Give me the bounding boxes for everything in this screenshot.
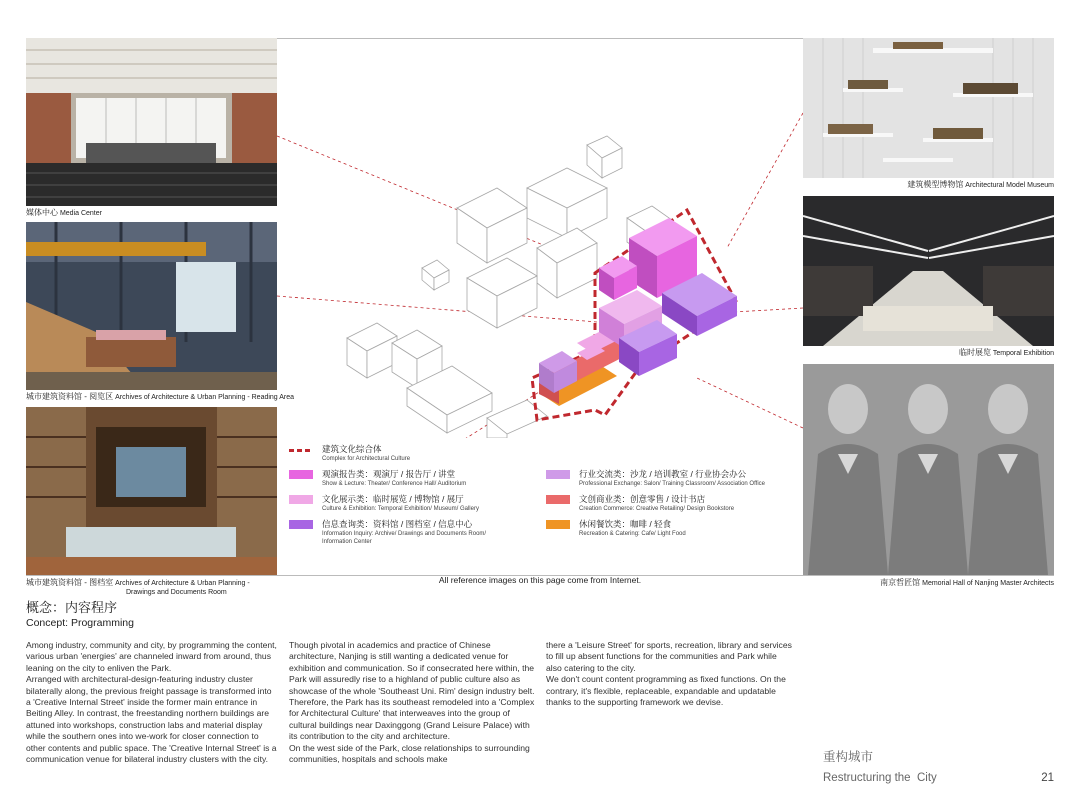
legend-item-info: 信息查询类：资料馆 / 图档室 / 信息中心 Information Inquiry: Archive/ Drawings and Documents Room/ Information Center <box>289 519 486 546</box>
caption-memorial-hall: 南京哲匠馆 Memorial Hall of Nanjing Master Architects <box>880 578 1054 587</box>
legend-complex <box>289 444 410 463</box>
photo-reading-area <box>26 222 277 390</box>
legend-item-commerce: 文创商业类：创意零售 / 设计书店 Creation Commerce: Creative Retailing/ Design Bookstore <box>546 494 734 513</box>
legend-swatch-exchange <box>546 470 570 479</box>
legend-item-exchange: 行业交流类：沙龙 / 培训教室 / 行业协会办公 Professional Exchange: Salon/ Training Classroom/ Association Office <box>546 469 765 488</box>
page-number: 21 <box>1041 772 1054 784</box>
legend-swatch-culture <box>289 495 313 504</box>
legend-swatch-show <box>289 470 313 479</box>
legend-swatch-info <box>289 520 313 529</box>
photo-model-museum <box>803 38 1054 178</box>
body-column-2: Though pivotal in academics and practice of Chinese architecture, Nanjing is still wanting a dedicated venue for exhibition and communication. So if consecrated here within, the Park will assuredly rise to a highland of public culture also as showcase of the whole 'Southeast Uni. Rim' design industry belt. Therefore, the Park has its southeast remodeled into a 'Complex for Architectural Culture' that interweaves into the group of cultural buildings near Daxinggong (Grand Leisure Palace) with its contribution to the city and architecture. On the west side of the Park, close relationships to surrounding communities, hospitals and schools make <box>289 640 535 765</box>
body-column-3: there a 'Leisure Street' for sports, recreation, library and services to fill up absent functions for the communities and Park while also catering to the city. We don't count content programming as fixed functions. On the contrary, it's flexible, replaceable, expandable and updatable thanks to the supporting framework we devise. <box>546 640 792 708</box>
photo-drawings-room <box>26 407 277 575</box>
legend-item-show: 观演报告类：观演厅 / 报告厅 / 讲堂 Show & Lecture: Theater/ Conference Hall/ Auditorium <box>289 469 466 488</box>
legend-swatch-catering <box>546 520 570 529</box>
legend-item-culture: 文化展示类：临时展览 / 博物馆 / 展厅 Culture & Exhibition: Temporal Exhibition/ Museum/ Gallery <box>289 494 479 513</box>
caption-reading-area: 城市建筑资料馆 - 阅览区 Archives of Architecture & Urban Planning - Reading Area <box>26 392 295 401</box>
body-column-1: Among industry, community and city, by programming the content, various urban 'energies' are channeled inward from around, thus leaning on the city to enliven the Park. Arranged with architectural-design-featuring industry cluster bilaterally along, the previous freight passage is transformed into a 'Creative Internal Street' inside the former main entrance in Beiting Alley. In contrast, the freestanding northern buildings are attuned into workshops, construction labs and material display while the southern ones into we-work for closer connection to other contents and public space. The 'Creative Internal Street' is a communication venue for bilateral industry clusters with the city. <box>26 640 277 765</box>
caption-temporal-exhibition: 临时展览 Temporal Exhibition <box>958 348 1054 357</box>
legend-swatch-commerce <box>546 495 570 504</box>
caption-media-center: 媒体中心 Media Center <box>26 208 102 217</box>
axonometric-diagram <box>277 38 803 438</box>
caption-model-museum: 建筑模型博物馆 Architectural Model Museum <box>907 180 1054 189</box>
legend-complex-en: Complex for Architectural Culture <box>322 456 411 462</box>
caption-drawings-room: 城市建筑资料馆 - 图档室 Archives of Architecture & Urban Planning - Drawings and Documents Room <box>26 578 250 596</box>
footer-title-zh: 重构城市 <box>823 750 874 764</box>
legend-item-catering: 休闲餐饮类：咖啡 / 轻食 Recreation & Catering: Cafe/ Light Food <box>546 519 686 538</box>
concept-title-zh: 概念：内容程序 <box>26 600 118 615</box>
concept-title-en: Concept: Programming <box>26 617 134 629</box>
photo-media-center <box>26 38 277 206</box>
photo-temporal-exhibition <box>803 196 1054 346</box>
footer-title-en: Restructuring the City <box>823 772 937 784</box>
reference-note: All reference images on this page come from Internet. <box>438 575 642 585</box>
photo-memorial-hall <box>803 364 1054 575</box>
legend-complex-zh: 建筑文化综合体 <box>322 444 382 454</box>
